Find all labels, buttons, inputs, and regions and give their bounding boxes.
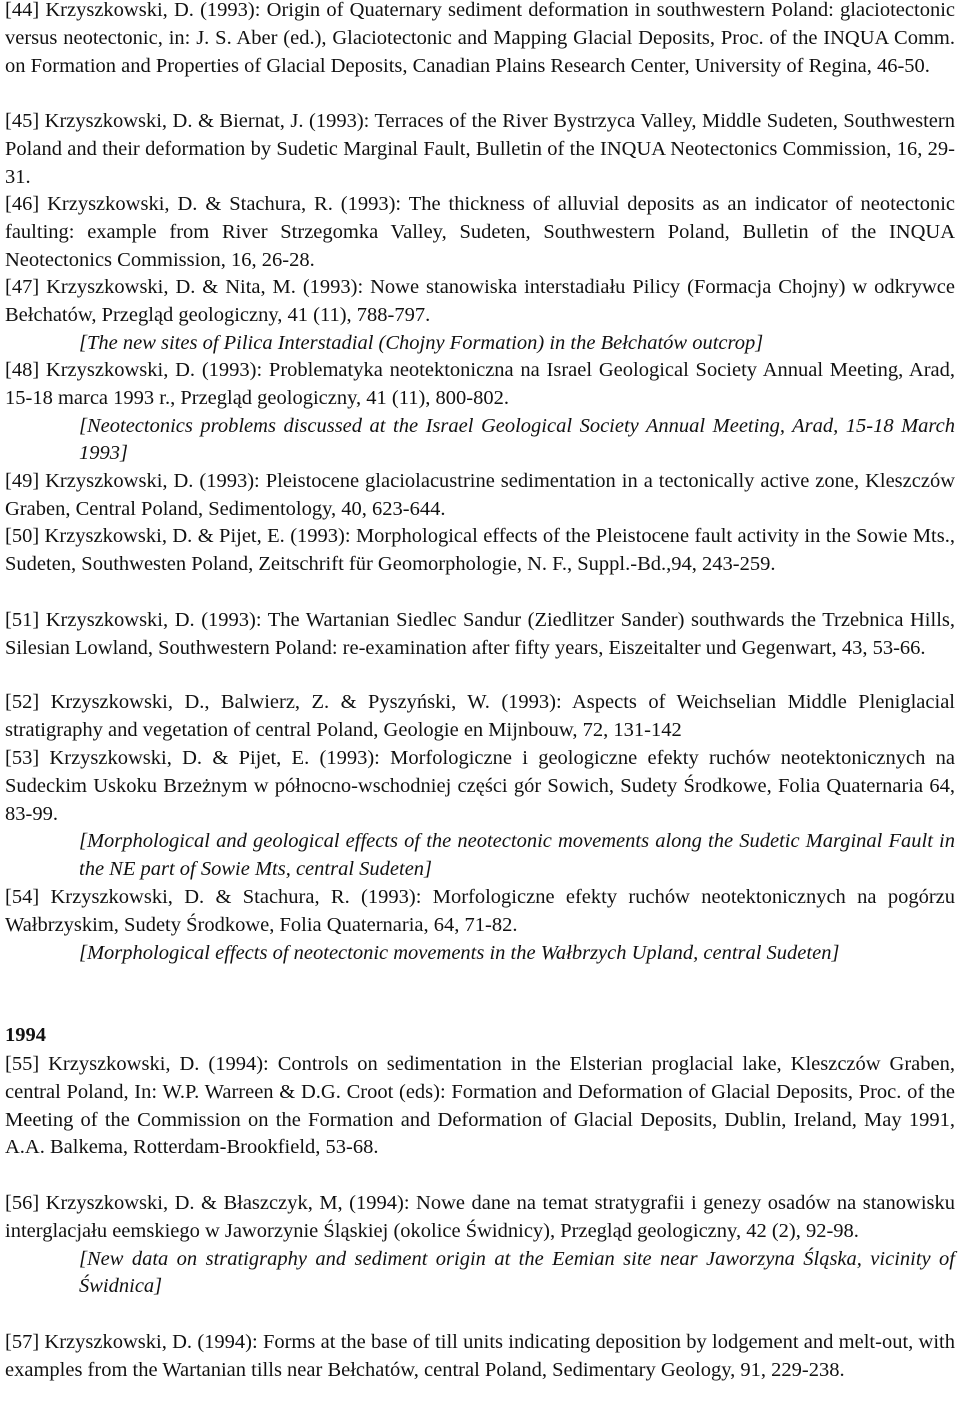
reference-translation-54: [Morphological effects of neotectonic movements in the Wałbrzych Upland, central Sudeten] bbox=[79, 941, 840, 964]
reference-translation-48: [Neotectonics problems discussed at the Israel Geological Society Annual Meeting, Arad, 15-18 March 1993] bbox=[79, 414, 955, 465]
reference-entry-47 bbox=[5, 274, 955, 357]
reference-text-45: [45] Krzyszkowski, D. & Biernat, J. (1993): Terraces of the River Bystrzyca Valley, Middle Sudeten, Southwestern Poland and their deformation by Sudetic Marginal Fault, Bulletin of the INQUA Neotectonics Commission, 16, 29-31. bbox=[5, 110, 955, 188]
reference-entry-50 bbox=[5, 523, 955, 579]
reference-entry-51 bbox=[5, 607, 955, 663]
reference-entry-44 bbox=[5, 0, 955, 80]
reference-entry-53 bbox=[5, 745, 955, 884]
reference-translation-56: [New data on stratigraphy and sediment origin at the Eemian site near Jaworzyna Śląska, vicinity of Świdnica] bbox=[79, 1247, 955, 1298]
reference-text-49: [49] Krzyszkowski, D. (1993): Pleistocene glaciolacustrine sedimentation in a tectonically active zone, Kleszczów Graben, Central Poland, Sedimentology, 40, 623-644. bbox=[5, 470, 955, 520]
reference-entry-54 bbox=[5, 884, 955, 967]
reference-text-55: [55] Krzyszkowski, D. (1994): Controls on sedimentation in the Elsterian proglacial lake, Kleszczów Graben, central Poland, In: W.P. Warreen & D.G. Croot (eds): Formation and Deformation of Glacial Deposits, Proc. of the Meeting of the Commission on the Formation and Deformation of Glacial Deposits, Dublin, Ireland, May 1991, A.A. Balkema, Rotterdam-Brookfield, 53-68. bbox=[5, 1053, 955, 1159]
reference-text-44: [44] Krzyszkowski, D. (1993): Origin of Quaternary sediment deformation in southwestern Poland: glaciotectonic versus neotectonic, in: J. S. Aber (ed.), Glaciotectonic and Mapping Glacial Deposits, Proc. of the INQUA Comm. on Formation and Properties of Glacial Deposits, Canadian Plains Research Center, University of Regina, 46-50. bbox=[5, 0, 955, 77]
reference-entry-48 bbox=[5, 357, 955, 468]
reference-entry-45 bbox=[5, 108, 955, 191]
reference-translation-53: [Morphological and geological effects of the neotectonic movements along the Sudetic Marginal Fault in the NE part of Sowie Mts, central Sudeten] bbox=[79, 830, 955, 881]
reference-entry-46 bbox=[5, 191, 955, 274]
section-heading-year: 1994 bbox=[5, 1024, 46, 1046]
reference-text-53: [53] Krzyszkowski, D. & Pijet, E. (1993): Morfologiczne i geologiczne efekty ruchów neotektonicznych na Sudeckim Uskoku Brzeżnym w północno-wschodniej części gór Sowich, Sudety Środkowe, Folia Quaternaria 64, 83-99. bbox=[5, 747, 955, 825]
reference-text-54: [54] Krzyszkowski, D. & Stachura, R. (1993): Morfologiczne efekty ruchów neotektonicznych na pogórzu Wałbrzyskim, Sudety Środkowe, Folia Quaternaria, 64, 71-82. bbox=[5, 886, 955, 936]
reference-text-51: [51] Krzyszkowski, D. (1993): The Wartanian Siedlec Sandur (Ziedlitzer Sander) southwards the Trzebnica Hills, Silesian Lowland, Southwestern Poland: re-examination after fifty years, Eiszeitalter und Gegenwart, 43, 53-66. bbox=[5, 609, 955, 659]
reference-text-46: [46] Krzyszkowski, D. & Stachura, R. (1993): The thickness of alluvial deposits as an indicator of neotectonic faulting: example from River Strzegomka Valley, Sudeten, Southwestern Poland, Bulletin of the INQUA Neotectonics Commission, 16, 26-28. bbox=[5, 193, 955, 271]
reference-text-57: [57] Krzyszkowski, D. (1994): Forms at the base of till units indicating deposition by lodgement and melt-out, with examples from the Wartanian tills near Bełchatów, central Poland, Sedimentary Geology, 91, 229-238. bbox=[5, 1331, 955, 1381]
reference-entry-52 bbox=[5, 689, 955, 745]
reference-entry-55 bbox=[5, 1051, 955, 1162]
reference-text-52: [52] Krzyszkowski, D., Balwierz, Z. & Pyszyński, W. (1993): Aspects of Weichselian Middle Pleniglacial stratigraphy and vegetation of central Poland, Geologie en Mijnbouw, 72, 131-142 bbox=[5, 691, 955, 741]
reference-text-47: [47] Krzyszkowski, D. & Nita, M. (1993): Nowe stanowiska interstadiału Pilicy (Formacja Chojny) w odkrywce Bełchatów, Przegląd geologiczny, 41 (11), 788-797. bbox=[5, 276, 955, 326]
reference-entry-49 bbox=[5, 468, 955, 524]
reference-text-56: [56] Krzyszkowski, D. & Błaszczyk, M, (1994): Nowe dane na temat stratygrafii i genezy osadów na stanowisku interglacjału eemskiego w Jaworzynie Śląskiej (okolice Świdnicy), Przegląd geologiczny, 42 (2), 92-98. bbox=[5, 1192, 955, 1242]
reference-entry-57 bbox=[5, 1329, 955, 1385]
reference-text-50: [50] Krzyszkowski, D. & Pijet, E. (1993): Morphological effects of the Pleistocene fault activity in the Sowie Mts., Sudeten, Southwesten Poland, Zeitschrift für Geomorphologie, N. F., Suppl.-Bd.,94, 243-259. bbox=[5, 525, 955, 575]
reference-translation-47: [The new sites of Pilica Interstadial (Chojny Formation) in the Bełchatów outcrop] bbox=[79, 331, 764, 354]
reference-text-48: [48] Krzyszkowski, D. (1993): Problematyka neotektoniczna na Israel Geological Society Annual Meeting, Arad, 15-18 marca 1993 r., Przegląd geologiczny, 41 (11), 800-802. bbox=[5, 359, 955, 409]
reference-entry-56 bbox=[5, 1190, 955, 1301]
